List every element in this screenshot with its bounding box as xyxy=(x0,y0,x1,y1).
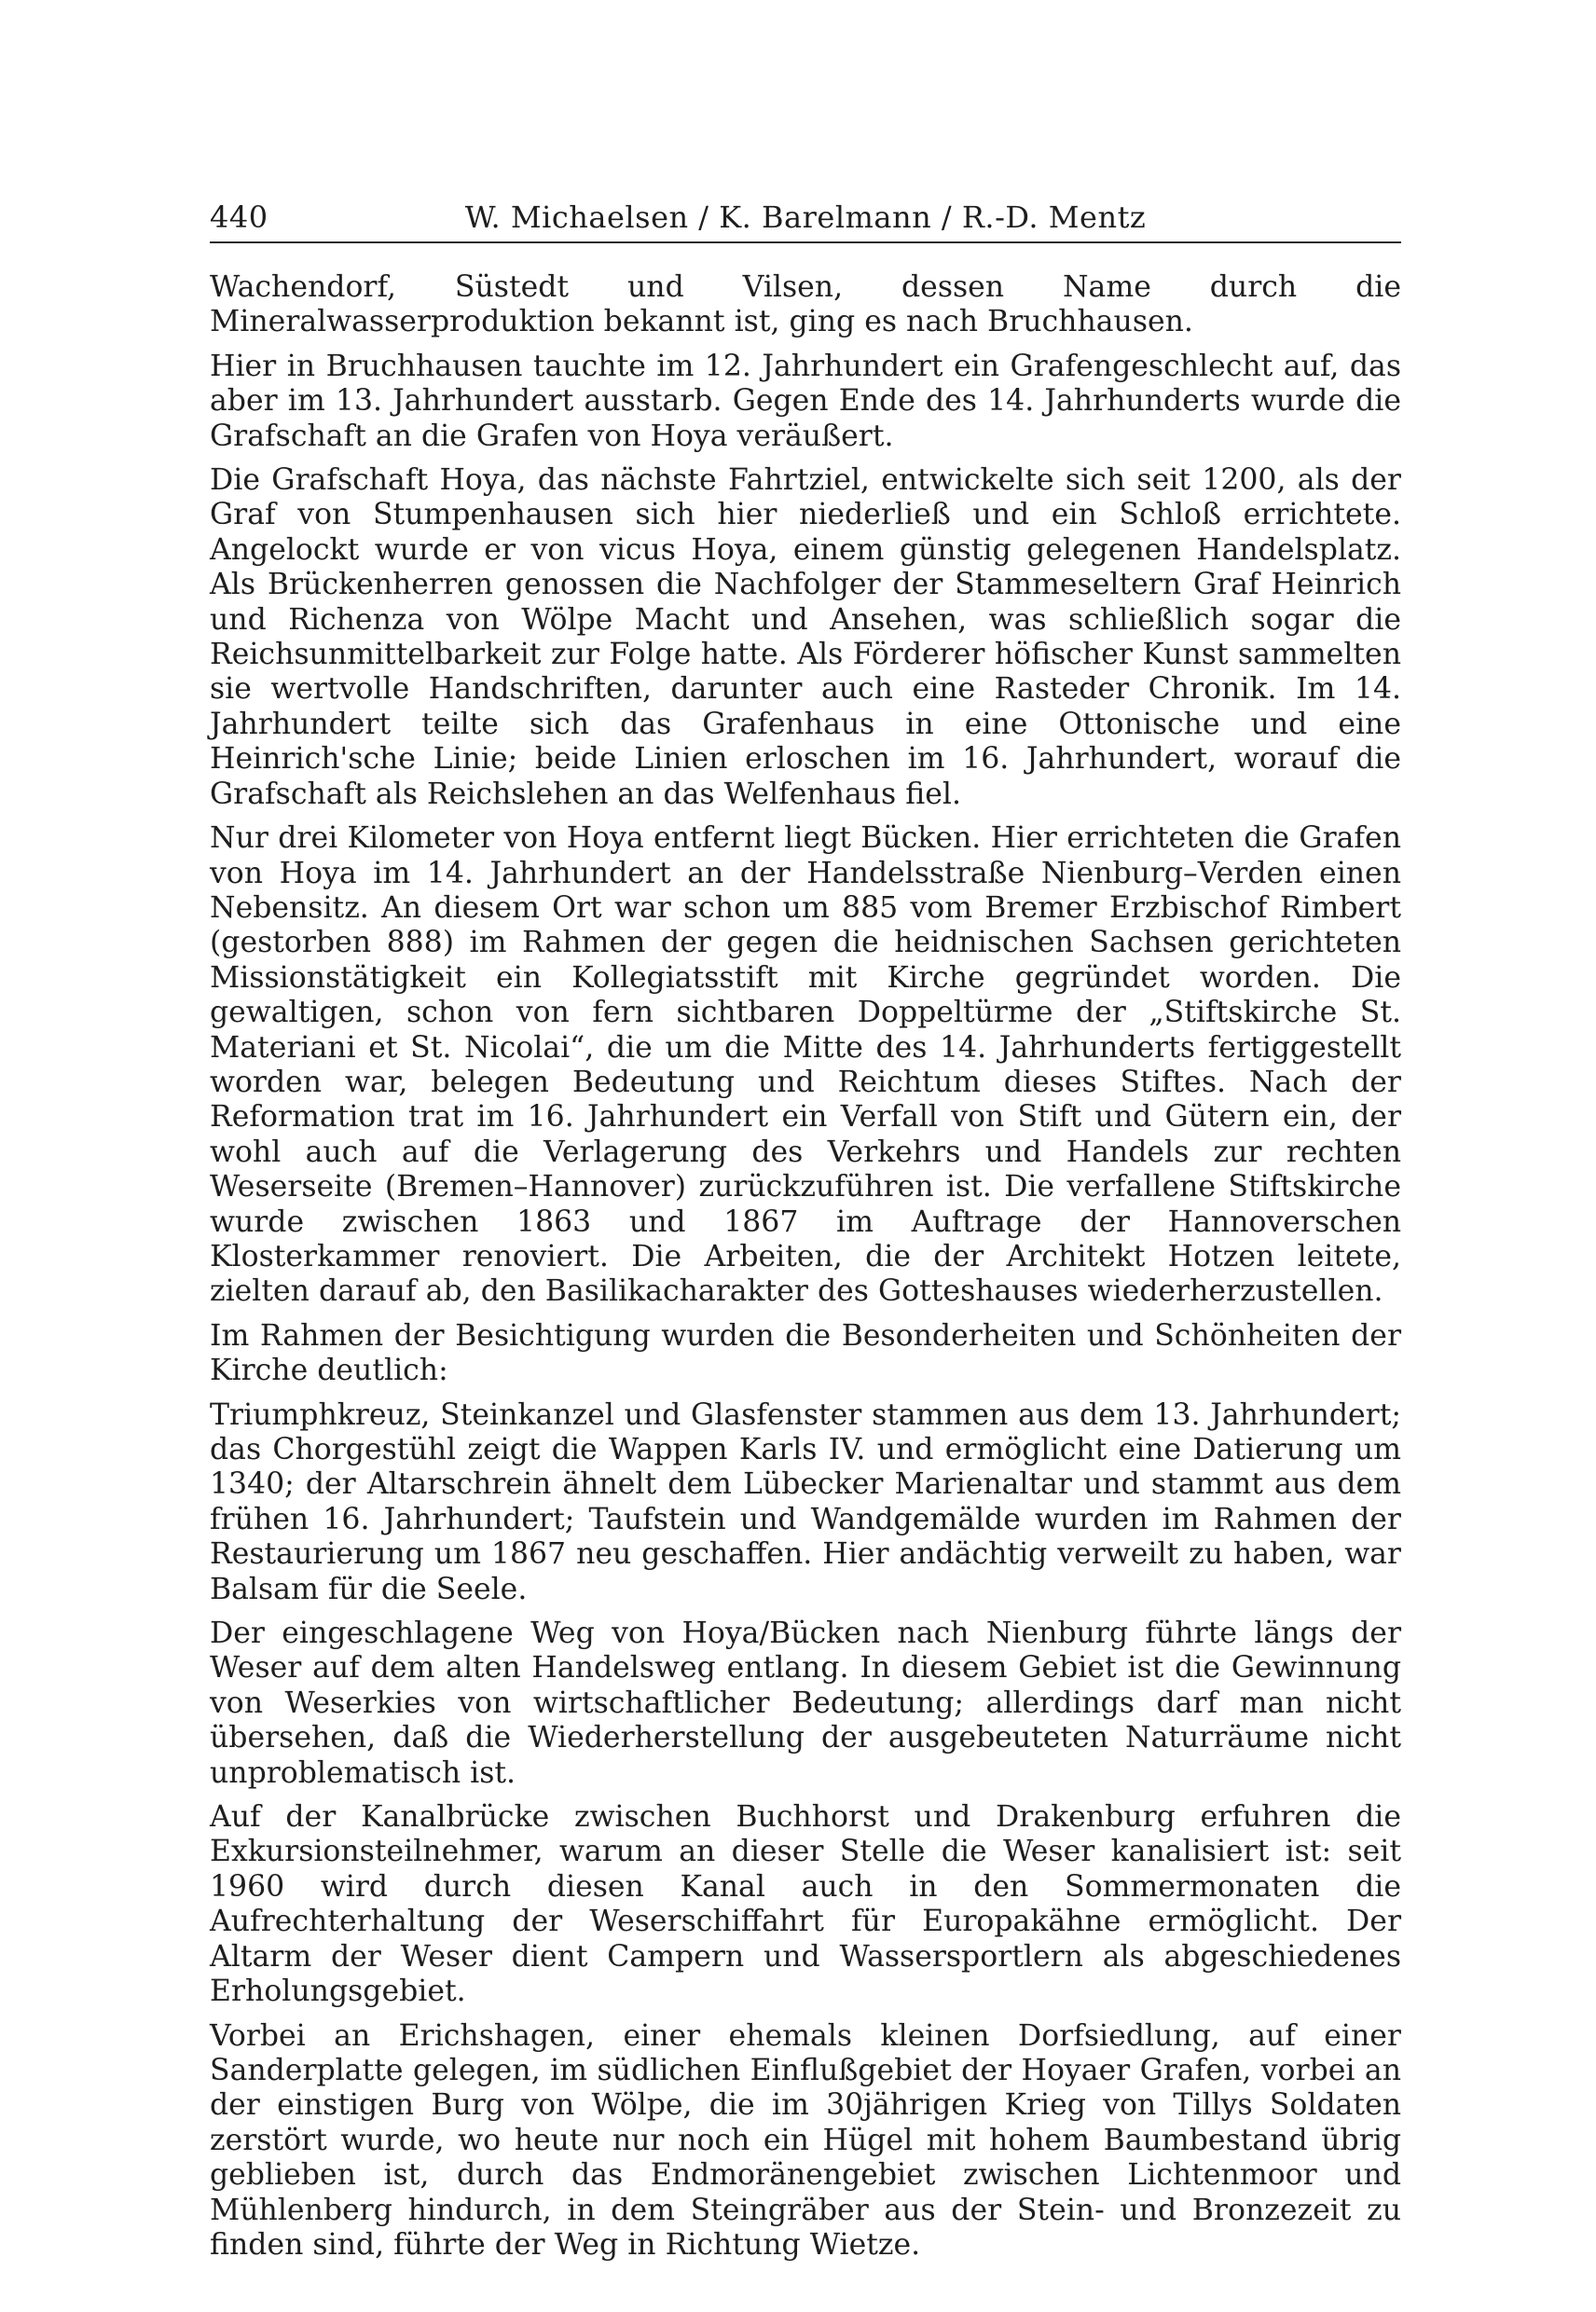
paragraph: Nur drei Kilometer von Hoya entfernt liegt Bücken. Hier errichteten die Grafen von Hoya im 14. Jahrhundert an der Handelsstraße Nienburg–Verden einen Nebensitz. An diesem Ort war schon um 885 vom Bremer Erzbischof Rimbert (gestorben 888) im Rahmen der gegen die heidnischen Sachsen gerichteten Missionstätigkeit ein Kollegiatsstift mit Kirche gegründet worden. Die gewaltigen, schon von fern sichtbaren Doppeltürme der „Stiftskirche St. Materiani et St. Nicolai“, die um die Mitte des 14. Jahrhunderts fertiggestellt worden war, belegen Bedeutung und Reichtum dieses Stiftes. Nach der Reformation trat im 16. Jahrhundert ein Verfall von Stift und Gütern ein, der wohl auch auf die Verlagerung des Verkehrs und Handels zur rechten Weserseite (Bremen–Hannover) zurückzuführen ist. Die verfallene Stiftskirche wurde zwischen 1863 und 1867 im Auftrage der Hannoverschen Klosterkammer renoviert. Die Arbeiten, die der Architekt Hotzen leitete, zielten darauf ab, den Basilikacharakter des Gotteshauses wiederherzustellen. xyxy=(210,821,1401,1309)
paragraph: Die Grafschaft Hoya, das nächste Fahrtziel, entwickelte sich seit 1200, als der Graf von Stumpenhausen sich hier niederließ und ein Schloß errichtete. Angelockt wurde er von vicus Hoya, einem günstig gelegenen Handelsplatz. Als Brückenherren genossen die Nachfolger der Stammeseltern Graf Heinrich und Richenza von Wölpe Macht und Ansehen, was schließlich sogar die Reichsunmittelbarkeit zur Folge hatte. Als Förderer höfischer Kunst sammelten sie wertvolle Handschriften, darunter auch eine Rasteder Chronik. Im 14. Jahrhundert teilte sich das Grafenhaus in eine Ottonische und eine Heinrich'sche Linie; beide Linien erloschen im 16. Jahrhundert, worauf die Grafschaft als Reichslehen an das Welfenhaus fiel. xyxy=(210,463,1401,811)
paragraph: Der eingeschlagene Weg von Hoya/Bücken nach Nienburg führte längs der Weser auf dem alten Handelsweg entlang. In diesem Gebiet ist die Gewinnung von Weserkies von wirtschaftlicher Bedeutung; allerdings darf man nicht übersehen, daß die Wiederherstellung der ausgebeuteten Naturräume nicht unproblematisch ist. xyxy=(210,1617,1401,1790)
paragraph: Triumphkreuz, Steinkanzel und Glasfenster stammen aus dem 13. Jahrhundert; das Chorgestühl zeigt die Wappen Karls IV. und ermöglicht eine Datierung um 1340; der Altarschrein ähnelt dem Lübecker Marienaltar und stammt aus dem frühen 16. Jahrhundert; Taufstein und Wandgemälde wurden im Rahmen der Restaurierung um 1867 neu geschaffen. Hier andächtig verweilt zu haben, war Balsam für die Seele. xyxy=(210,1397,1401,1606)
page xyxy=(210,0,1401,2312)
paragraph: Im Rahmen der Besichtigung wurden die Besonderheiten und Schönheiten der Kirche deutlich: xyxy=(210,1318,1401,1388)
running-header xyxy=(210,189,1401,243)
page-number: 440 xyxy=(210,200,268,235)
paragraph: Auf der Kanalbrücke zwischen Buchhorst und Drakenburg erfuhren die Exkursionsteilnehmer, warum an dieser Stelle die Weser kanalisiert ist: seit 1960 wird durch diesen Kanal auch in den Sommermonaten die Aufrechterhaltung der Weserschiffahrt für Europakähne ermöglicht. Der Altarm der Weser dient Campern und Wassersportlern als abgeschiedenes Erholungsgebiet. xyxy=(210,1800,1401,2009)
paragraph: Wachendorf, Süstedt und Vilsen, dessen Name durch die Mineralwasserproduktion bekannt ist, ging es nach Bruchhausen. xyxy=(210,270,1401,339)
paragraph: Vorbei an Erichshagen, einer ehemals kleinen Dorfsiedlung, auf einer Sanderplatte gelegen, im südlichen Einflußgebiet der Hoyaer Grafen, vorbei an der einstigen Burg von Wölpe, die im 30jährigen Krieg von Tillys Soldaten zerstört wurde, wo heute nur noch ein Hügel mit hohem Baumbestand übrig geblieben ist, durch das Endmoränengebiet zwischen Lichtenmoor und Mühlenberg hindurch, in dem Steingräber aus der Stein- und Bronzezeit zu finden sind, führte der Weg in Richtung Wietze. xyxy=(210,2018,1401,2262)
paragraph: Hier in Bruchhausen tauchte im 12. Jahrhundert ein Grafengeschlecht auf, das aber im 13. Jahrhundert ausstarb. Gegen Ende des 14. Jahrhunderts wurde die Grafschaft an die Grafen von Hoya veräußert. xyxy=(210,349,1401,453)
body-text xyxy=(210,270,1401,2272)
running-head-authors: W. Michaelsen / K. Barelmann / R.-D. Mentz xyxy=(464,200,1147,235)
